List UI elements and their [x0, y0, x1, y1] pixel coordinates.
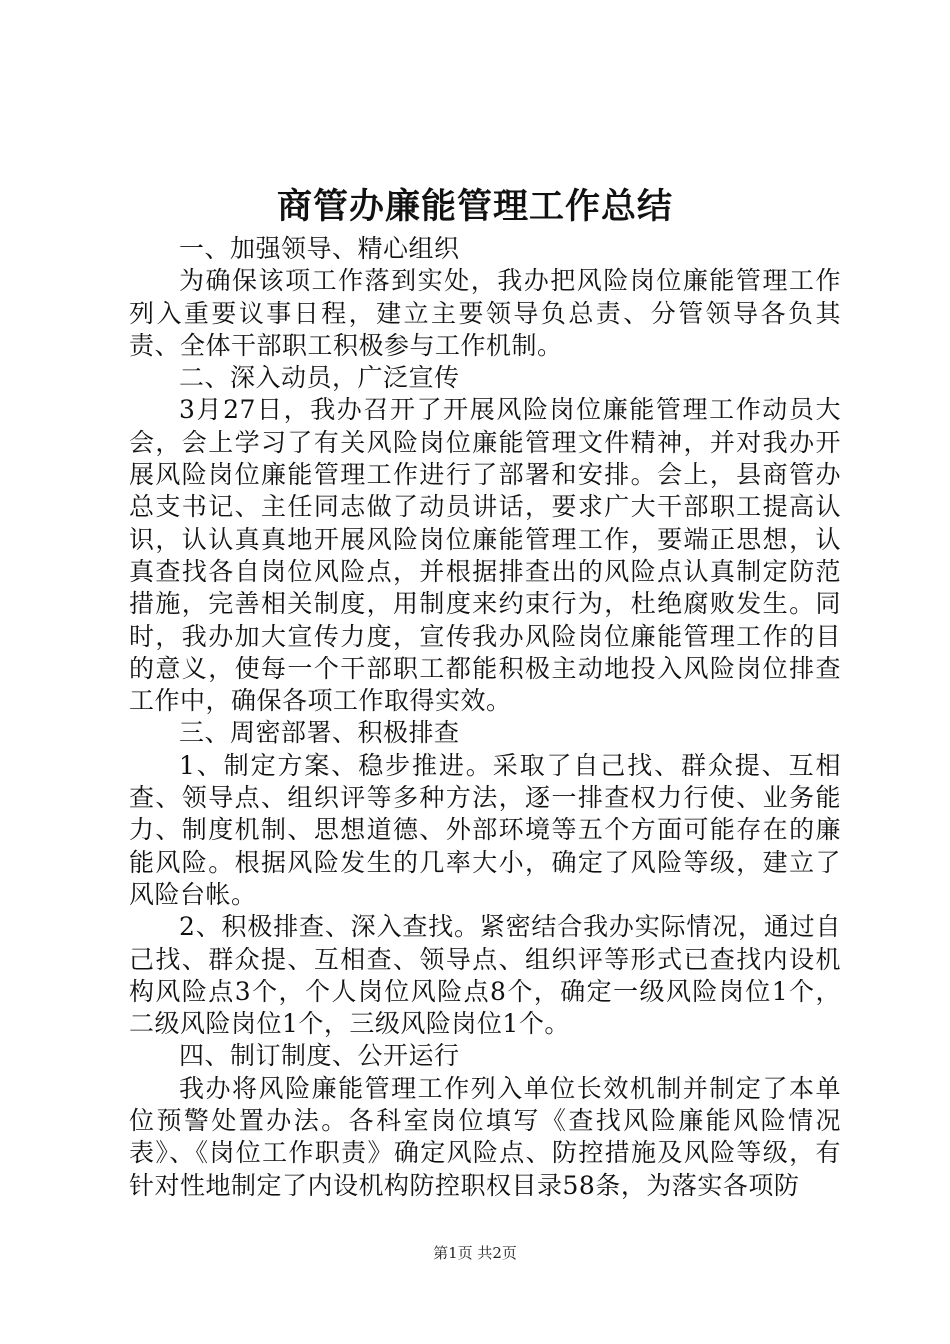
page-footer: 第1页 共2页	[433, 1244, 517, 1262]
section-paragraph: 1、制定方案、稳步推进。采取了自己找、群众提、互相查、领导点、组织评等多种方法，逐一排查权力行使、业务能力、制度机制、思想道德、外部环境等五个方面可能存在的廉能风险。根据风险发生的几率大小，确定了风险等级，建立了风险台帐。	[129, 750, 841, 909]
section-heading: 四、制订制度、公开运行	[179, 1041, 460, 1071]
section-paragraph: 为确保该项工作落到实处，我办把风险岗位廉能管理工作列入重要议事日程，建立主要领导负总责、分管领导各负其责、全体干部职工积极参与工作机制。	[129, 266, 841, 360]
section-heading: 二、深入动员，广泛宣传	[179, 363, 460, 393]
document-body	[129, 233, 841, 1202]
section-heading: 三、周密部署、积极排查	[179, 718, 460, 748]
section-paragraph: 3月27日，我办召开了开展风险岗位廉能管理工作动员大会，会上学习了有关风险岗位廉能管理文件精神，并对我办开展风险岗位廉能管理工作进行了部署和安排。会上，县商管办总支书记、主任同志做了动员讲话，要求广大干部职工提高认识，认认真真地开展风险岗位廉能管理工作，要端正思想，认真查找各自岗位风险点，并根据排查出的风险点认真制定防范措施，完善相关制度，用制度来约束行为，杜绝腐败发生。同时，我办加大宣传力度，宣传我办风险岗位廉能管理工作的目的意义，使每一个干部职工都能积极主动地投入风险岗位排查工作中，确保各项工作取得实效。	[129, 395, 841, 716]
section-heading: 一、加强领导、精心组织	[179, 234, 460, 263]
document-title: 商管办廉能管理工作总结	[276, 186, 673, 227]
section-paragraph: 2、积极排查、深入查找。紧密结合我办实际情况，通过自己找、群众提、互相查、领导点、组织评等形式已查找内设机构风险点3个，个人岗位风险点8个，确定一级风险岗位1个，二级风险岗位1个，三级风险岗位1个。	[129, 912, 841, 1039]
section-paragraph: 我办将风险廉能管理工作列入单位长效机制并制定了本单位预警处置办法。各科室岗位填写《查找风险廉能风险情况表》、《岗位工作职责》确定风险点、防控措施及风险等级，有针对性地制定了内设机构防控职权目录58条，为落实各项防	[129, 1073, 841, 1200]
